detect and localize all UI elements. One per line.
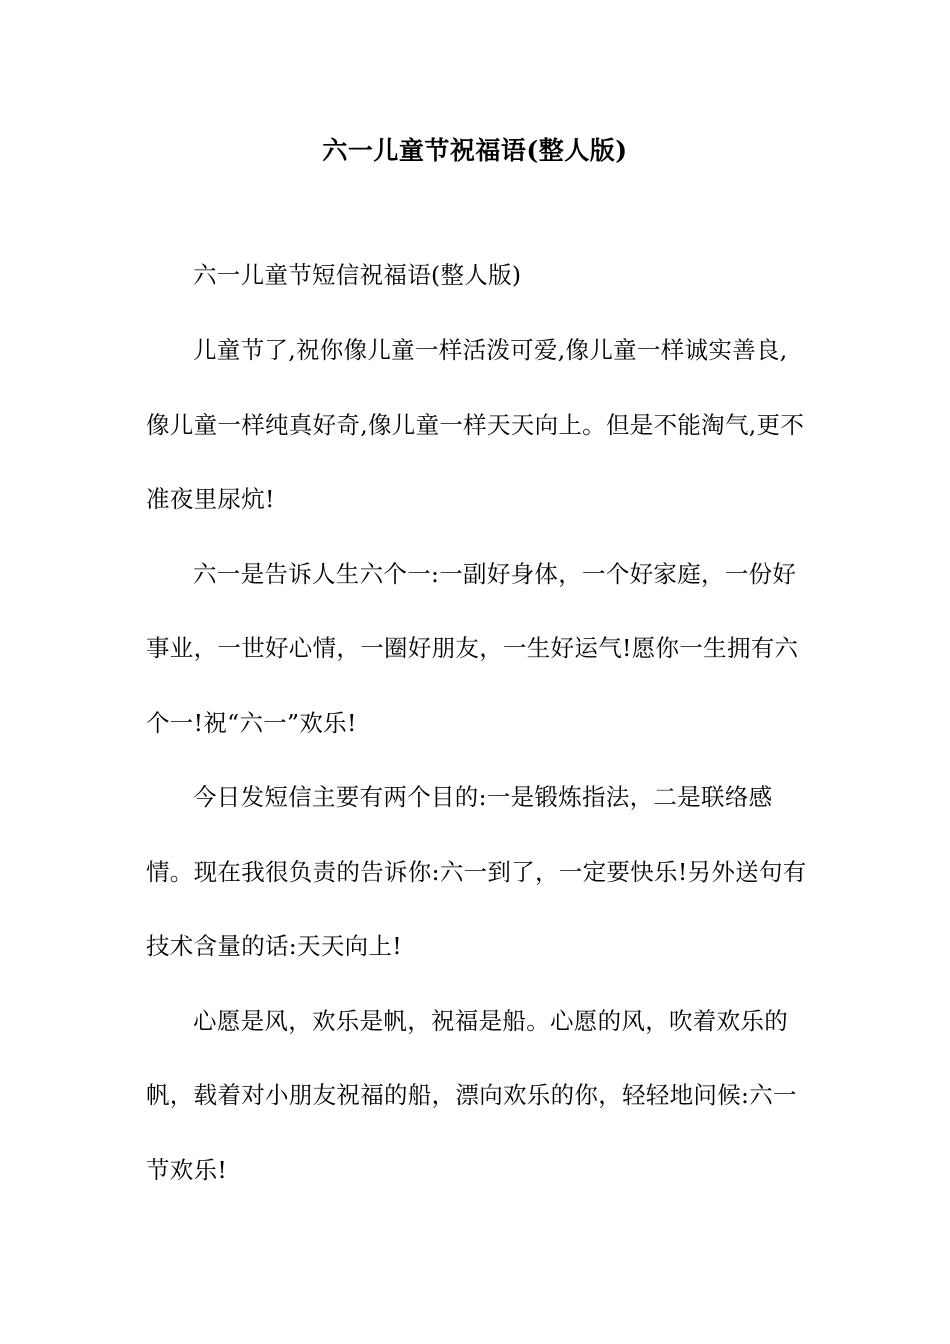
paragraph-2: 六一是告诉人生六个一:一副好身体，一个好家庭，一份好事业，一世好心情，一圈好朋友，一生好运气!愿你一生拥有六个一!祝“六一”欢乐! (146, 559, 799, 737)
paragraph-1: 儿童节了,祝你像儿童一样活泼可爱,像儿童一样诚实善良,像儿童一样纯真好奇,像儿童一样天天向上。但是不能淘气,更不准夜里尿炕! (146, 336, 805, 513)
document-body (146, 313, 810, 1207)
paragraph-4: 心愿是风，欢乐是帆，祝福是船。心愿的风，吹着欢乐的帆，载着对小朋友祝福的船，漂向欢乐的你，轻轻地问候:六一节欢乐! (146, 1006, 797, 1184)
document-subtitle: 六一儿童节短信祝福语(整人版) (193, 261, 522, 289)
document-title: 六一儿童节祝福语(整人版) (322, 136, 628, 165)
paragraph-3: 今日发短信主要有两个目的:一是锻炼指法，二是联络感情。现在我很负责的告诉你:六一到了，一定要快乐!另外送句有技术含量的话:天天向上! (146, 783, 807, 960)
